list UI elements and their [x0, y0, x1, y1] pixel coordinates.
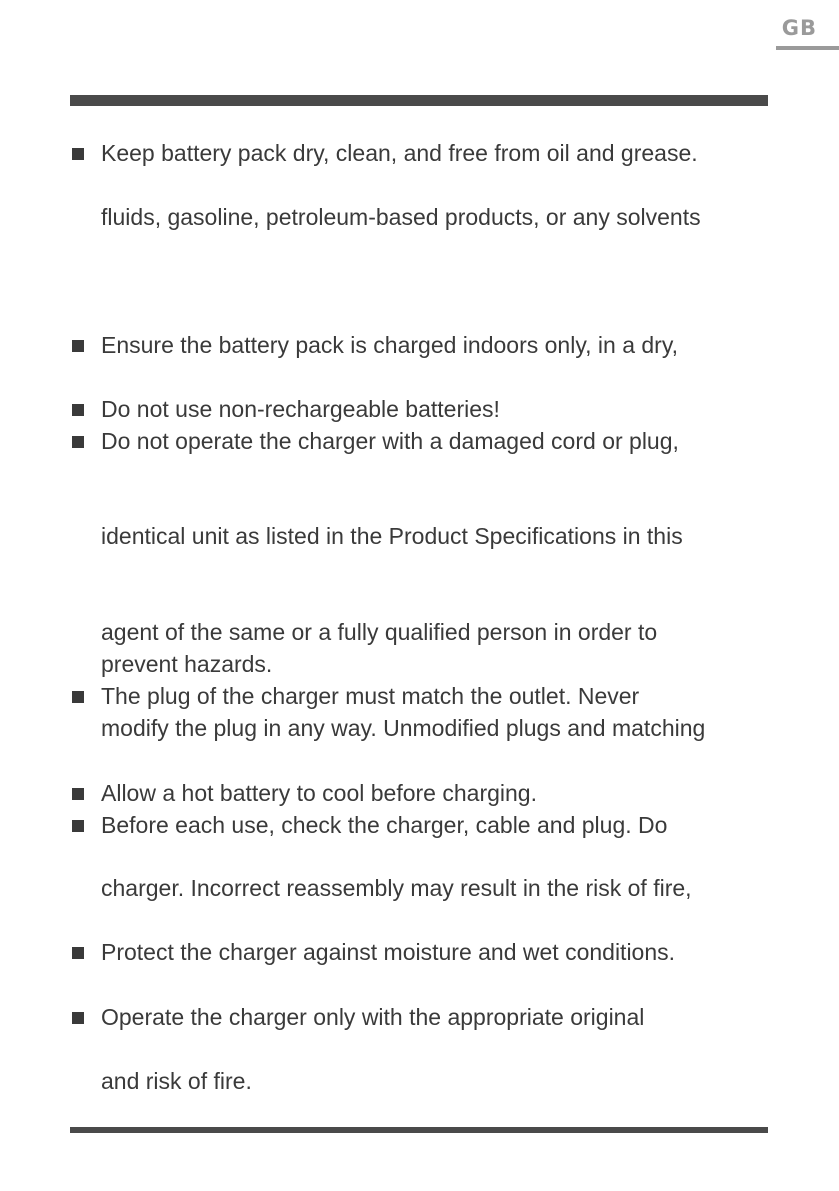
text-line: Do not use non-rechargeable batteries! — [101, 396, 500, 422]
text-line: modify the plug in any way. Unmodified plugs and matching — [101, 715, 706, 741]
bullet-icon — [72, 947, 84, 959]
text-line: agent of the same or a fully qualified person in order to — [101, 619, 658, 645]
top-divider-bar — [70, 95, 768, 106]
text-line: prevent hazards. — [101, 651, 273, 677]
bullet-icon — [72, 148, 84, 160]
text-line: Allow a hot battery to cool before charging. — [101, 780, 537, 806]
bullet-icon — [72, 436, 84, 448]
text-line: Protect the charger against moisture and wet conditions. — [101, 939, 676, 965]
bullet-icon — [72, 1012, 84, 1024]
text-line: Before each use, check the charger, cable and plug. Do — [101, 812, 668, 838]
bullet-icon — [72, 404, 84, 416]
text-line: The plug of the charger must match the outlet. Never — [101, 683, 640, 709]
bullet-icon — [72, 820, 84, 832]
bullet-icon — [72, 788, 84, 800]
text-line: Do not operate the charger with a damaged cord or plug, — [101, 428, 679, 454]
language-tag-underline — [776, 46, 839, 50]
language-tag: GB — [781, 16, 817, 40]
text-line: fluids, gasoline, petroleum-based products, or any solvents — [101, 204, 701, 230]
text-line: identical unit as listed in the Product Specifications in this — [101, 523, 683, 549]
text-line: and risk of fire. — [101, 1068, 252, 1094]
text-line: Keep battery pack dry, clean, and free from oil and grease. — [101, 140, 698, 166]
bullet-icon — [72, 340, 84, 352]
bottom-divider-bar — [70, 1127, 768, 1133]
bullet-icon — [72, 691, 84, 703]
text-line: charger. Incorrect reassembly may result in the risk of fire, — [101, 875, 692, 901]
text-line: Ensure the battery pack is charged indoors only, in a dry, — [101, 332, 679, 358]
text-line: Operate the charger only with the appropriate original — [101, 1004, 645, 1030]
